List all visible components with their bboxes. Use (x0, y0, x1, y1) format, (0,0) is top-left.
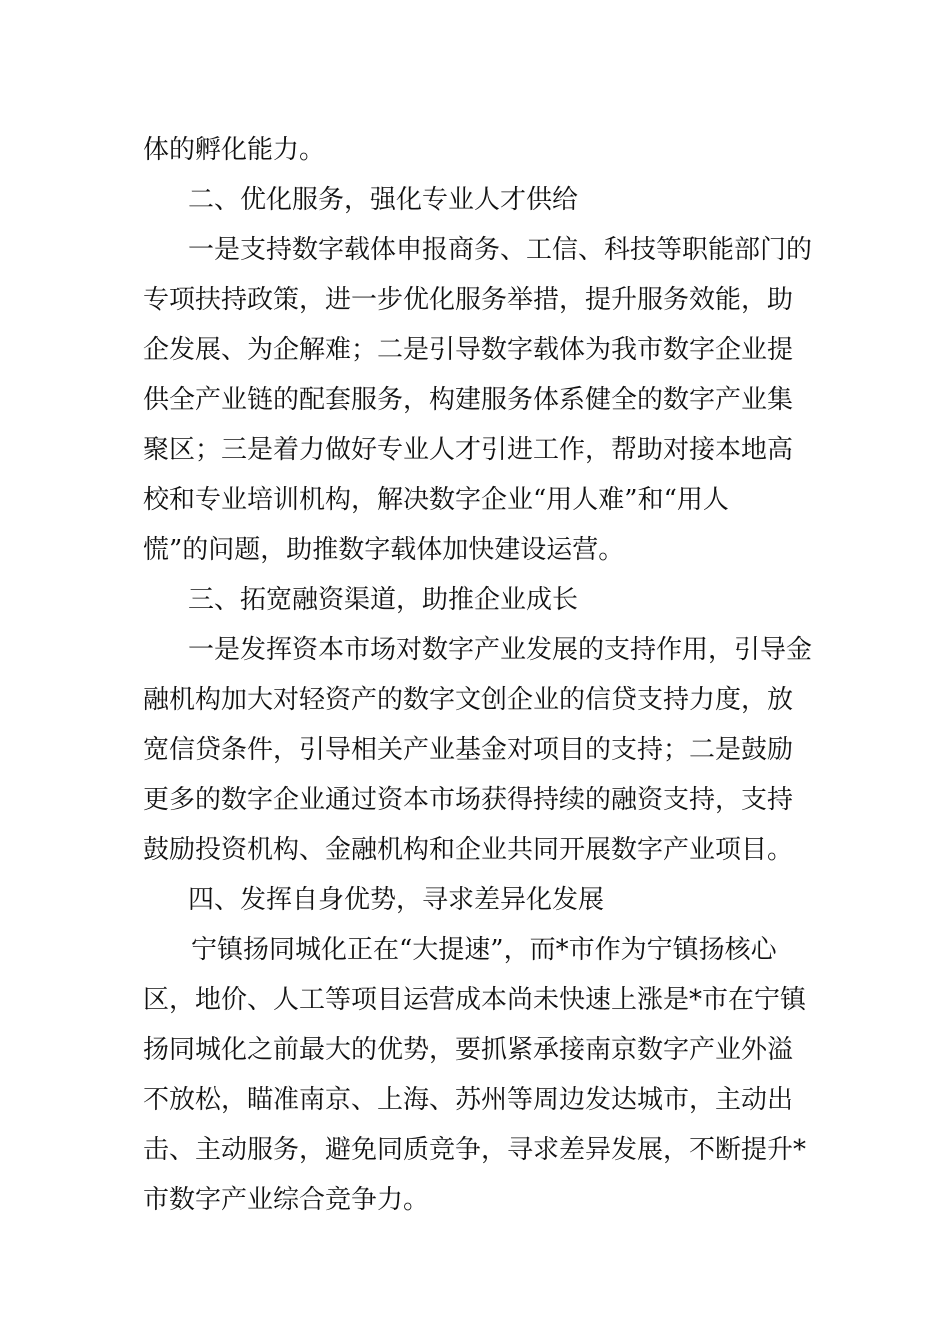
line-text: 更多的数字企业通过资本市场获得持续的融资支持，支持 (143, 785, 794, 815)
line-text: 校和专业培训机构，解决数字企业“用人难”和“用人 (143, 485, 729, 515)
line-text: 宁镇扬同城化正在“大提速”，而*市作为宁镇扬核心 (191, 935, 777, 965)
paragraph-line (0, 375, 950, 425)
paragraph-line (0, 325, 950, 375)
paragraph-line (0, 525, 950, 575)
paragraph-line (0, 1075, 950, 1125)
paragraph-line (0, 1025, 950, 1075)
line-text: 慌”的问题，助推数字载体加快建设运营。 (143, 535, 625, 565)
paragraph-line (0, 1125, 950, 1175)
paragraph-line (0, 825, 950, 875)
paragraph-line (0, 775, 950, 825)
line-text: 一是支持数字载体申报商务、工信、科技等职能部门的 (188, 235, 813, 265)
paragraph-line (0, 425, 950, 475)
line-text: 鼓励投资机构、金融机构和企业共同开展数字产业项目。 (143, 835, 794, 865)
line-text: 供全产业链的配套服务，构建服务体系健全的数字产业集 (143, 385, 794, 415)
heading-text: 三、拓宽融资渠道，助推企业成长 (188, 585, 579, 615)
line-text: 宽信贷条件，引导相关产业基金对项目的支持；二是鼓励 (143, 735, 794, 765)
line-text: 体的孵化能力。 (143, 135, 326, 165)
heading-text: 四、发挥自身优势，寻求差异化发展 (188, 885, 605, 915)
paragraph-line (0, 975, 950, 1025)
heading-text: 二、优化服务，强化专业人才供给 (188, 185, 579, 215)
paragraph-line (0, 475, 950, 525)
line-text: 市数字产业综合竞争力。 (143, 1185, 430, 1215)
paragraph-line (0, 725, 950, 775)
section-heading (0, 875, 950, 925)
paragraph-line (0, 1175, 950, 1225)
paragraph-line (0, 225, 950, 275)
line-text: 击、主动服务，避免同质竞争，寻求差异发展，不断提升* (143, 1135, 807, 1165)
paragraph-line (0, 625, 950, 675)
section-heading (0, 175, 950, 225)
line-text: 扬同城化之前最大的优势，要抓紧承接南京数字产业外溢 (143, 1035, 794, 1065)
line-text: 专项扶持政策，进一步优化服务举措，提升服务效能，助 (143, 285, 794, 315)
paragraph-line (0, 125, 950, 175)
line-text: 企发展、为企解难；二是引导数字载体为我市数字企业提 (143, 335, 794, 365)
line-text: 区，地价、人工等项目运营成本尚未快速上涨是*市在宁镇 (143, 985, 807, 1015)
section-heading (0, 575, 950, 625)
paragraph-line (0, 275, 950, 325)
line-text: 聚区；三是着力做好专业人才引进工作，帮助对接本地高 (143, 435, 794, 465)
paragraph-line (0, 925, 950, 975)
line-text: 一是发挥资本市场对数字产业发展的支持作用，引导金 (188, 635, 813, 665)
line-text: 不放松，瞄准南京、上海、苏州等周边发达城市，主动出 (143, 1085, 794, 1115)
line-text: 融机构加大对轻资产的数字文创企业的信贷支持力度，放 (143, 685, 794, 715)
paragraph-line (0, 675, 950, 725)
